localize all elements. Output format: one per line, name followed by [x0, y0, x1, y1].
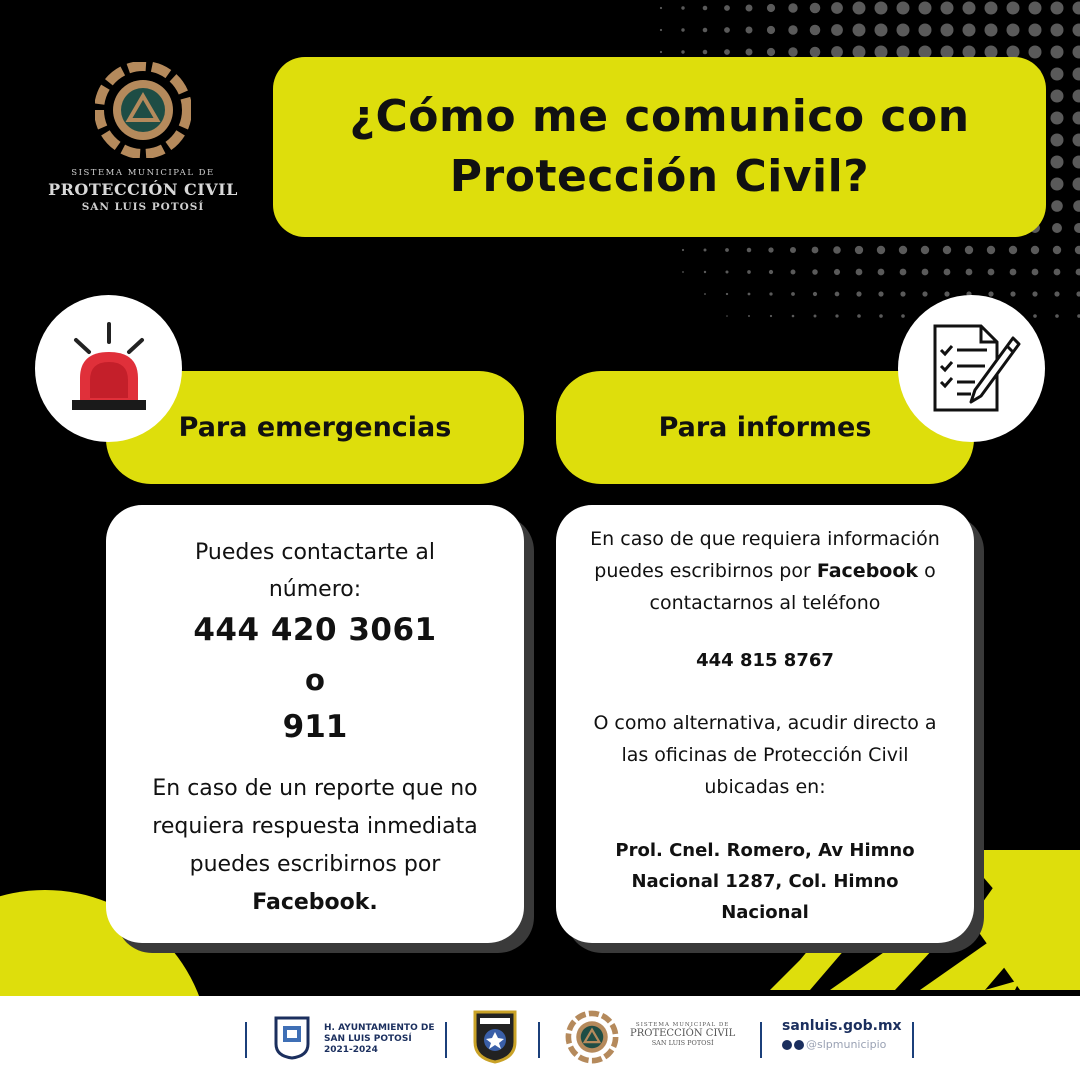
title-line-2: Protección Civil?: [449, 151, 870, 202]
proteccion-civil-logo: [48, 62, 238, 213]
ayuntamiento-name: [324, 1023, 434, 1056]
logo-line-3: SAN LUIS POTOSÍ: [81, 201, 205, 213]
emergencias-intro: [106, 534, 524, 608]
informes-intro-line-2a: puedes escribirnos por: [594, 560, 817, 582]
informes-label: Para informes: [658, 412, 872, 443]
footer-bar: [0, 996, 1080, 1080]
emergencias-or: o: [305, 663, 325, 697]
footer-separator: [912, 1022, 914, 1058]
informes-phone: 444 815 8767: [696, 650, 834, 671]
emergencias-label: Para emergencias: [178, 412, 452, 443]
informes-alt-line-1: O como alternativa, acudir directo a: [593, 712, 937, 734]
informes-intro-line-2: [556, 555, 974, 587]
emergencias-note: [106, 770, 524, 922]
emergencias-note-line-2: requiera respuesta inmediata: [152, 814, 478, 839]
title-line-1: ¿Cómo me comunico con: [349, 91, 970, 142]
emergencias-note-line-3: puedes escribirnos por: [189, 852, 441, 877]
document-badge: [898, 295, 1045, 442]
police-badge-icon: [472, 1008, 518, 1064]
pc-footer-line-1: SISTEMA MUNICIPAL DE: [635, 1022, 730, 1028]
emergencias-phone: 444 420 3061: [193, 612, 437, 648]
proteccion-civil-footer-text: [630, 1022, 735, 1047]
proteccion-civil-footer-emblem-icon: [565, 1010, 619, 1064]
twitter-icon: [794, 1040, 804, 1050]
social-handle-text: @slpmunicipio: [806, 1038, 887, 1051]
title-banner: [273, 57, 1046, 237]
proteccion-civil-emblem-icon: [95, 62, 191, 158]
siren-badge: [35, 295, 182, 442]
siren-icon: [54, 314, 164, 424]
ayuntamiento-crest-icon: [274, 1016, 310, 1060]
footer-separator: [445, 1022, 447, 1058]
informes-alt-line-2: las oficinas de Protección Civil: [621, 744, 909, 766]
informes-card: [556, 505, 974, 943]
document-pen-icon: [917, 314, 1027, 424]
pc-footer-line-2: PROTECCIÓN CIVIL: [630, 1028, 736, 1039]
informes-intro: [556, 523, 974, 619]
footer-separator: [538, 1022, 540, 1058]
ayuntamiento-line-1: H. AYUNTAMIENTO DE: [324, 1023, 435, 1033]
informes-facebook: Facebook: [816, 560, 919, 582]
informes-alternative: [556, 707, 974, 803]
footer-separator: [245, 1022, 247, 1058]
ayuntamiento-line-2: SAN LUIS POTOSÍ: [324, 1034, 412, 1044]
emergencias-facebook: Facebook.: [252, 890, 378, 915]
website-link[interactable]: sanluis.gob.mx: [782, 1018, 902, 1034]
emergency-number: 911: [282, 709, 348, 745]
informes-address: [586, 835, 944, 928]
informes-intro-line-2b: o: [918, 560, 936, 582]
emergencias-intro-line-1: Puedes contactarte al: [195, 540, 435, 565]
pc-footer-line-3: SAN LUIS POTOSÍ: [651, 1039, 714, 1047]
social-handle[interactable]: [782, 1038, 886, 1051]
facebook-icon: [782, 1040, 792, 1050]
emergencias-card: [106, 505, 524, 943]
emergencias-intro-line-2: número:: [268, 577, 362, 602]
address-line-1: Prol. Cnel. Romero, Av Himno: [615, 840, 915, 861]
address-line-3: Nacional: [721, 902, 809, 923]
logo-line-2: PROTECCIÓN CIVIL: [48, 180, 238, 199]
ayuntamiento-line-3: 2021-2024: [324, 1045, 378, 1055]
informes-intro-line-3: contactarnos al teléfono: [649, 592, 881, 614]
address-line-2: Nacional 1287, Col. Himno: [631, 871, 899, 892]
emergencias-note-line-1: En caso de un reporte que no: [152, 776, 478, 801]
informes-alt-line-3: ubicadas en:: [704, 776, 826, 798]
logo-line-1: SISTEMA MUNICIPAL DE: [71, 168, 215, 178]
footer-separator: [760, 1022, 762, 1058]
informes-intro-line-1: En caso de que requiera información: [590, 528, 940, 550]
